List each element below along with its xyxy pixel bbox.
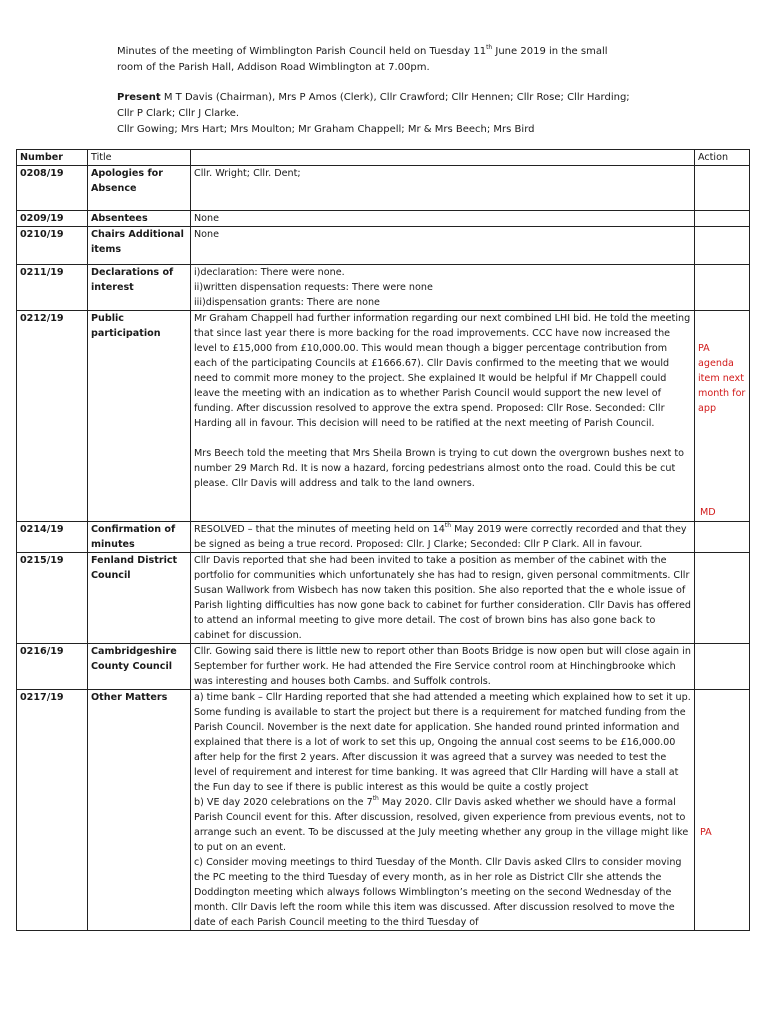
item-number: 0217/19 <box>17 690 88 931</box>
item-text: None <box>191 211 695 227</box>
item-text: Cllr. Gowing said there is little new to report other than Boots Bridge is now open but will close again in September for further work. He had attended the Fire Service control room at Hinchingbrooke which was interesting and houses both Cambs. and Suffolk controls. <box>191 644 695 690</box>
item-action <box>695 265 750 311</box>
item-paragraph: b) VE day 2020 celebrations on the 7th May 2020. Cllr Davis asked whether we should have a formal Parish Council event for this. After discussion, resolved, given experience from previous events, not to arrange such an event. To be discussed at the July meeting whether any group in the village might like to put on an event. <box>194 795 689 853</box>
table-row <box>17 227 750 265</box>
item-number: 0211/19 <box>17 265 88 311</box>
item-title: Declarations of interest <box>88 265 191 311</box>
action-owner: PA <box>700 827 712 838</box>
table-row <box>17 644 750 690</box>
col-number-header: Number <box>17 150 88 166</box>
item-text: Cllr. Wright; Cllr. Dent; <box>191 166 695 211</box>
item-action <box>695 553 750 644</box>
table-row <box>17 553 750 644</box>
item-title: Confirmation of minutes <box>88 522 191 553</box>
item-number: 0208/19 <box>17 166 88 211</box>
col-text-header <box>191 150 695 166</box>
item-number: 0214/19 <box>17 522 88 553</box>
table-row <box>17 690 750 931</box>
item-action <box>695 522 750 553</box>
present-list-cont: Cllr P Clark; Cllr J Clarke. <box>117 108 240 119</box>
declaration-line: iii)dispensation grants: There are none <box>194 297 380 308</box>
item-text: Cllr Davis reported that she had been invited to take a position as member of the cabinet with the portfolio for communities which unfortunately she has had to resign, given personal commitments. Cllr Susan Wallwork from Wisbech has now taken this position. She also reported that the e whole issue of Parish lighting difficulties has now gone back to cabinet for further consideration. Cllr Davis has offered to attend an informal meeting to give more detail. The cost of brown bins has also gone back to cabinet for discussion. <box>191 553 695 644</box>
item-title: Absentees <box>88 211 191 227</box>
item-text <box>191 311 695 522</box>
item-paragraph: Mr Graham Chappell had further information regarding our next combined LHI bid. He told the meeting that since last year there is more backing for the road improvements. CCC have now increased the level to £15,000 from £10,000.00. This would mean though a bigger percentage contribution from each of the participating Councils at £1666.67). Cllr Davis confirmed to the meeting that we would need to commit more money to the project. She explained It would be helpful if Mr Chappell could leave the meeting with an indication as to whether Parish Council would support the new level of funding. After discussion resolved to approve the extra spend. Proposed: Cllr Rose. Seconded: Cllr Harding all in favour. This decision will need to be ratified at the next meeting of Parish Council. <box>194 313 691 429</box>
item-paragraph: Mrs Beech told the meeting that Mrs Sheila Brown is trying to cut down the overgrown bushes next to number 29 March Rd. It is now a hazard, forcing pedestrians almost onto the road. Could this be cut please. Cllr Davis will address and talk to the land owners. <box>194 448 684 489</box>
item-paragraph: a) time bank – Cllr Harding reported that she had attended a meeting which explained how to set it up. Some funding is available to start the project but there is a requirement for matched funding from the Parish Council. November is the next date for application. She handed round printed information and explained that there is a lot of work to set this up, Ongoing the annual cost seems to be £16,000.00 after help for the first 2 years. After discussion it was agreed that a survey was needed to test the level of requirement and interest for time banking. It was agreed that Cllr Harding will have a stall at the Fun day to see if there is public interest as this would be quite a costly project <box>194 692 691 793</box>
table-row <box>17 311 750 522</box>
item-text <box>191 265 695 311</box>
item-number: 0212/19 <box>17 311 88 522</box>
action-owner: PA agenda item next month for app <box>698 343 746 414</box>
col-action-header: Action <box>695 150 750 166</box>
item-action <box>695 211 750 227</box>
item-title: Apologies for Absence <box>88 166 191 211</box>
item-action <box>695 690 750 931</box>
item-title: Cambridgeshire County Council <box>88 644 191 690</box>
declaration-line: ii)written dispensation requests: There were none <box>194 282 433 293</box>
attendees-list: Cllr Gowing; Mrs Hart; Mrs Moulton; Mr Graham Chappell; Mr & Mrs Beech; Mrs Bird <box>117 124 535 135</box>
item-title: Chairs Additional items <box>88 227 191 265</box>
table-row <box>17 211 750 227</box>
item-action <box>695 166 750 211</box>
item-number: 0216/19 <box>17 644 88 690</box>
present-list: Present M T Davis (Chairman), Mrs P Amos (Clerk), Cllr Crawford; Cllr Hennen; Cllr Rose; Cllr Harding; <box>117 92 630 103</box>
item-title: Other Matters <box>88 690 191 931</box>
table-row <box>17 166 750 211</box>
item-number: 0209/19 <box>17 211 88 227</box>
item-paragraph: c) Consider moving meetings to third Tuesday of the Month. Cllr Davis asked Cllrs to consider moving the PC meeting to the third Tuesday of every month, as in her role as District Cllr she attends the Doddington meeting which always follows Wimblington’s meeting on the second Wednesday of the month. Cllr Davis left the room while this item was discussed. After discussion resolved to move the date of each Parish Council meeting to the third Tuesday of <box>194 857 682 928</box>
item-text <box>191 690 695 931</box>
item-title: Public participation <box>88 311 191 522</box>
table-header-row <box>17 150 750 166</box>
item-number: 0215/19 <box>17 553 88 644</box>
item-action <box>695 311 750 522</box>
item-number: 0210/19 <box>17 227 88 265</box>
minutes-header <box>117 44 677 138</box>
action-owner: MD <box>700 507 716 518</box>
declaration-line: i)declaration: There were none. <box>194 267 345 278</box>
table-row <box>17 522 750 553</box>
item-action <box>695 644 750 690</box>
item-title: Fenland District Council <box>88 553 191 644</box>
item-text: RESOLVED – that the minutes of meeting held on 14th May 2019 were correctly recorded and that they be signed as being a true record. Proposed: Cllr. J Clarke; Seconded: Cllr P Clark. All in favour. <box>191 522 695 553</box>
col-title-header: Title <box>88 150 191 166</box>
meeting-title: Minutes of the meeting of Wimblington Parish Council held on Tuesday 11th June 2019 in the small <box>117 44 608 57</box>
table-row <box>17 265 750 311</box>
item-action <box>695 227 750 265</box>
minutes-table <box>16 149 750 931</box>
item-text: None <box>191 227 695 265</box>
meeting-location: room of the Parish Hall, Addison Road Wimblington at 7.00pm. <box>117 62 430 73</box>
